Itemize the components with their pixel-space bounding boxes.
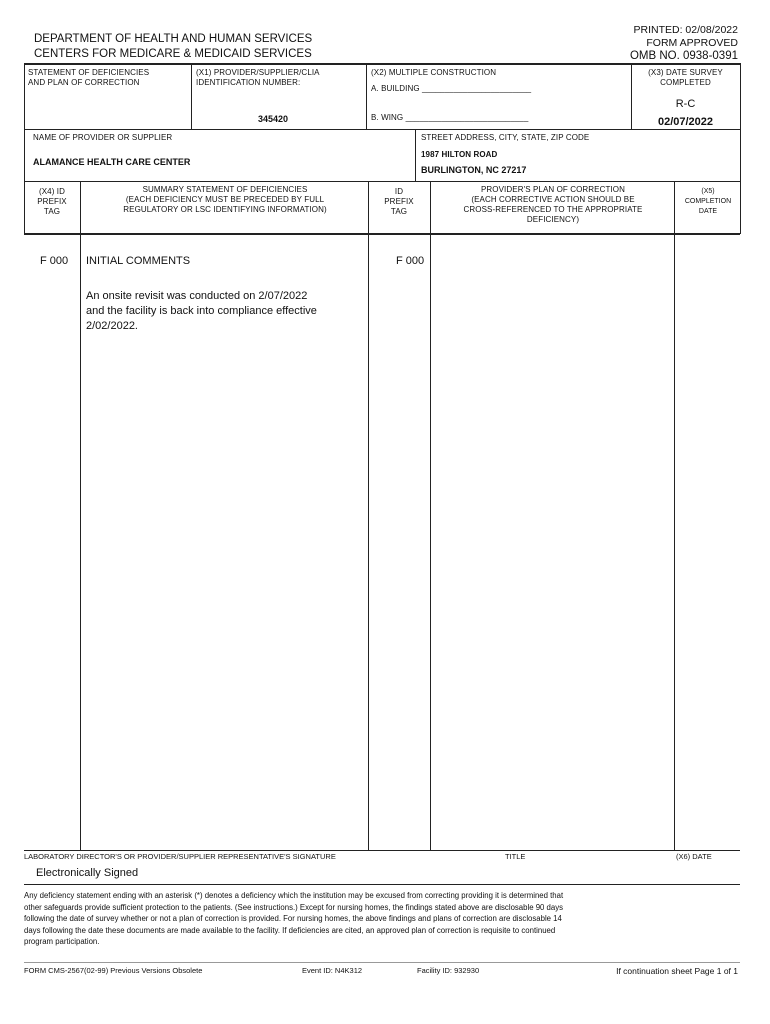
tag-right: F 000	[396, 255, 425, 267]
divider-body	[24, 233, 740, 235]
entry-title: INITIAL COMMENTS	[86, 255, 191, 267]
column-divider-3	[430, 181, 431, 850]
x1-label: (X1) PROVIDER/SUPPLIER/CLIA IDENTIFICATION NUMBER:	[196, 68, 320, 87]
provider-name: ALAMANCE HEALTH CARE CENTER	[33, 157, 191, 167]
x3-label: (X3) DATE SURVEY COMPLETED	[648, 68, 723, 87]
disclaimer-text: Any deficiency statement ending with an asterisk (*) denotes a deficiency which the institution may be excused from correcting providing it is determined that other safeguards provide sufficient protection to the patients. (See instructions.) Except for nursing homes, the findings stated above are disclosable 90 days following the date of survey whether or not a plan of correction is provided. For nursing homes, the above findings and plans of correction are disclosable 14 days following the date these documents are made available to the facility. If deficiencies are cited, an approved plan of correction is requisite to continued program participation.	[24, 891, 564, 946]
department-line-1: DEPARTMENT OF HEALTH AND HUMAN SERVICES	[34, 33, 313, 45]
divider-address	[415, 129, 416, 181]
x5-column-header: (X5) COMPLETION DATE	[684, 188, 732, 215]
signature-label: LABORATORY DIRECTOR'S OR PROVIDER/SUPPLIER REPRESENTATIVE'S SIGNATURE	[24, 852, 336, 861]
divider-x2	[366, 63, 367, 129]
plan-column-header: PROVIDER'S PLAN OF CORRECTION (EACH CORRECTIVE ACTION SHOULD BE CROSS-REFERENCED TO THE APPROPRIATE DEFICIENCY)	[463, 185, 643, 224]
right-border	[740, 63, 741, 234]
wing-field: B. WING ___________________________	[371, 113, 529, 122]
printed-date: PRINTED: 02/08/2022	[633, 24, 738, 36]
title-label: TITLE	[505, 852, 526, 861]
id-prefix-column-header: ID PREFIX TAG	[384, 187, 414, 216]
form-approved: FORM APPROVED	[646, 37, 738, 49]
tag-left: F 000	[40, 255, 69, 267]
divider-column-header	[24, 181, 740, 182]
page-indicator: If continuation sheet Page 1 of 1	[616, 966, 738, 976]
survey-code: R-C	[675, 98, 696, 110]
divider-provider-row	[24, 129, 740, 130]
address-line-2: BURLINGTON, NC 27217	[421, 165, 527, 175]
signature-value: Electronically Signed	[36, 867, 139, 879]
signature-top-line	[24, 850, 740, 851]
divider-x1	[191, 63, 192, 129]
signature-bottom-line	[24, 884, 740, 885]
event-id: Event ID: N4K312	[302, 966, 363, 975]
date-label: (X6) DATE	[676, 852, 712, 861]
provider-id-number: 345420	[258, 114, 289, 124]
building-field: A. BUILDING ________________________	[371, 84, 532, 93]
footer-line	[24, 962, 740, 963]
facility-id: Facility ID: 932930	[417, 966, 480, 975]
address-line-1: 1987 HILTON ROAD	[421, 150, 498, 159]
form-approval-block	[630, 24, 738, 63]
column-divider-4	[674, 181, 675, 850]
form-number: FORM CMS-2567(02-99) Previous Versions Obsolete	[24, 966, 203, 975]
top-border	[24, 63, 740, 65]
survey-completed-date: 02/07/2022	[657, 116, 714, 128]
omb-number: OMB NO. 0938-0391	[629, 50, 738, 62]
column-divider-1	[80, 181, 81, 850]
department-line-2: CENTERS FOR MEDICARE & MEDICAID SERVICES	[34, 48, 312, 60]
statement-label: STATEMENT OF DEFICIENCIES AND PLAN OF CORRECTION	[28, 68, 150, 87]
x4-column-header: (X4) ID PREFIX TAG	[37, 187, 67, 216]
entry-body: An onsite revisit was conducted on 2/07/2022 and the facility is back into compliance effective 2/02/2022.	[86, 290, 317, 332]
column-divider-2	[368, 181, 369, 850]
address-label: STREET ADDRESS, CITY, STATE, ZIP CODE	[421, 133, 590, 142]
provider-name-label: NAME OF PROVIDER OR SUPPLIER	[33, 133, 173, 142]
department-name	[34, 32, 312, 62]
summary-column-header: SUMMARY STATEMENT OF DEFICIENCIES (EACH DEFICIENCY MUST BE PRECEDED BY FULL REGULATORY OR LSC IDENTIFYING INFORMATION)	[123, 185, 327, 214]
x2-label: (X2) MULTIPLE CONSTRUCTION	[371, 68, 497, 77]
